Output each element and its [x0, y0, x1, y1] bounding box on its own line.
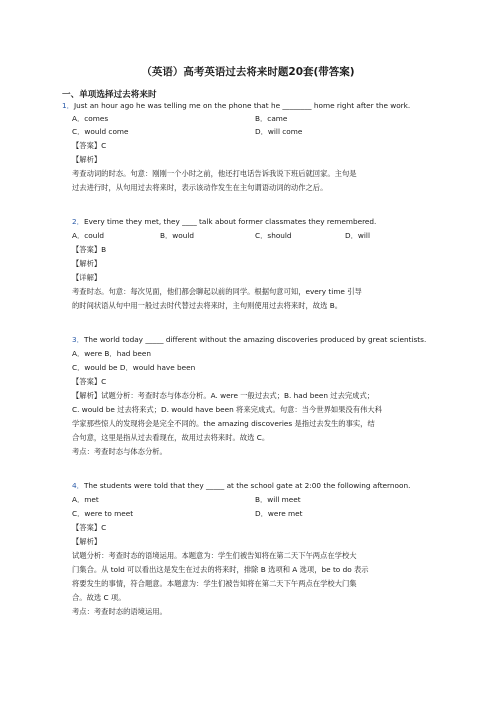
option-d: D．were met: [255, 509, 303, 518]
answer: 【答案】B: [72, 245, 107, 254]
analysis-label: 【解析】: [72, 537, 102, 546]
question-number: 4．: [72, 481, 84, 490]
section-title: 一、单项选择过去将来时: [62, 90, 157, 100]
option-a: A．could: [72, 231, 105, 240]
option-ab: A．were B．had been: [72, 349, 151, 358]
question-stem: The world today _____ different without the amazing discoveries produced by great scientists.: [83, 335, 427, 344]
option-b: B．came: [255, 114, 288, 123]
option-b: B．would: [160, 231, 195, 240]
question-4: [72, 481, 410, 490]
analysis-line: 将要发生的事情，符合题意。本题意为：学生们被告知将在第二天下午两点在学校大门集: [72, 579, 357, 588]
detail-label: 【详解】: [72, 273, 102, 282]
option-cd: C．would be D．would have been: [72, 363, 196, 372]
option-d: D．will come: [255, 127, 303, 136]
option-b: B．will meet: [255, 495, 301, 504]
analysis-line: 学家那些惊人的发现将会是完全不同的。the amazing discoveries 是指过去发生的事实，结: [72, 419, 375, 428]
option-c: C．were to meet: [72, 509, 134, 518]
analysis-line: 合。故选 C 项。: [72, 593, 126, 602]
option-c: C．would come: [72, 127, 129, 136]
question-stem: Just an hour ago he was telling me on the phone that he ________ home right after the work.: [73, 101, 411, 110]
question-number: 2．: [72, 217, 84, 226]
option-a: A．met: [72, 495, 99, 504]
option-c: C．should: [255, 231, 292, 240]
analysis-label: 【解析】: [72, 259, 102, 268]
question-stem: The students were told that they _____ at the school gate at 2:00 the following afternoon.: [83, 481, 411, 490]
analysis-line: 试题分析：考查时态的语境运用。本题意为：学生们被告知将在第二天下午两点在学校大: [72, 551, 357, 560]
question-number: 3．: [72, 335, 84, 344]
analysis-line: C. would be 过去将来式；D. would have been 将来完成式。句意：当今世界如果没有伟大科: [72, 405, 382, 414]
document-title: （英语）高考英语过去将来时题20套(带答案): [141, 66, 355, 78]
answer: 【答案】C: [72, 141, 107, 150]
option-d: D．will: [345, 231, 370, 240]
analysis-line: 过去进行时，从句用过去将来时，表示该动作发生在主句谓语动词的动作之后。: [72, 183, 328, 192]
analysis-label: 【解析】: [72, 155, 102, 164]
analysis-line: 考查动词的时态。句意：刚刚一个小时之前，他还打电话告诉我说下班后就回家。主句是: [72, 169, 357, 178]
question-1: [62, 101, 410, 110]
analysis-line: 考查时态。句意：每次见面，他们都会聊起以前的同学。根据句意可知，every time 引导: [72, 287, 362, 296]
analysis-line: 【解析】试题分析：考查时态与体态分析。A. were 一般过去式；B. had been 过去完成式；: [72, 391, 375, 400]
option-a: A．comes: [72, 114, 109, 123]
analysis-line: 考点：考查时态与体态分析。: [72, 447, 167, 456]
answer: 【答案】C: [72, 523, 107, 532]
analysis-line: 的时间状语从句中用一般过去时代替过去将来时，主句则使用过去将来时，故选 B。: [72, 301, 343, 310]
question-stem: Every time they met, they ____ talk about former classmates they remembered.: [83, 217, 377, 226]
question-number: 1．: [62, 101, 74, 110]
analysis-line: 合句意，这里是指从过去看现在，故用过去将来时。故选 C。: [72, 433, 270, 442]
analysis-line: 门集合。从 told 可以看出这是发生在过去的将来时，排除 B 选项和 A 选项，be to do 表示: [72, 565, 369, 574]
answer: 【答案】C: [72, 377, 107, 386]
question-3: [72, 335, 426, 344]
question-2: [72, 217, 376, 226]
analysis-line: 考点：考查时态的语境运用。: [72, 607, 167, 616]
